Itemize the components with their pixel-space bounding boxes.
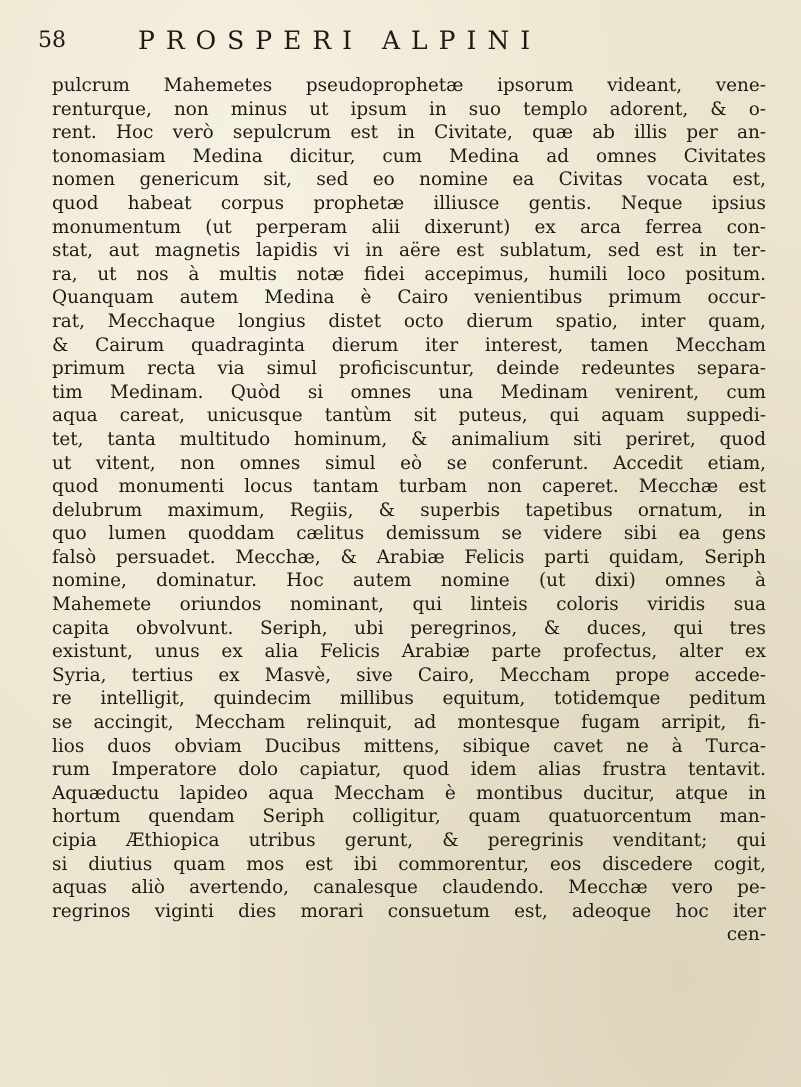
body-text bbox=[52, 74, 766, 947]
text-line: ra, ut nos à multis notæ fidei accepimus, humili loco positum. bbox=[52, 263, 766, 285]
text-line: & Cairum quadraginta dierum iter interest, tamen Meccham bbox=[52, 334, 766, 356]
text-line: falsò persuadet. Mecchæ, & Arabiæ Felicis parti quidam, Seriph bbox=[52, 546, 766, 568]
text-line: quod habeat corpus prophetæ illiusce gentis. Neque ipsius bbox=[52, 192, 766, 214]
text-line: ut vitent, non omnes simul eò se conferunt. Accedit etiam, bbox=[52, 452, 766, 474]
text-line: rum Imperatore dolo capiatur, quod idem alias frustra tentavit. bbox=[52, 759, 766, 781]
text-line: aqua careat, unicusque tantùm sit puteus, qui aquam suppedi- bbox=[52, 405, 766, 427]
text-line: re intelligit, quindecim millibus equitum, totidemque peditum bbox=[52, 688, 766, 710]
text-line: quo lumen quoddam cælitus demissum se videre sibi ea gens bbox=[52, 523, 766, 545]
text-line: Mahemete oriundos nominant, qui linteis coloris viridis sua bbox=[52, 594, 766, 616]
text-line: primum recta via simul proficiscuntur, deinde redeuntes separa- bbox=[52, 358, 766, 380]
text-line: pulcrum Mahemetes pseudoprophetæ ipsorum videant, vene- bbox=[52, 75, 766, 96]
page-number: 58 bbox=[38, 28, 66, 53]
text-line: renturque, non minus ut ipsum in suo templo adorent, & o- bbox=[52, 98, 766, 120]
text-line: tonomasiam Medina dicitur, cum Medina ad omnes Civitates bbox=[52, 145, 766, 167]
text-line: rent. Hoc verò sepulcrum est in Civitate, quæ ab illis per an- bbox=[52, 122, 766, 144]
text-line: Aquæductu lapideo aqua Meccham è montibus ducitur, atque in bbox=[52, 782, 766, 804]
text-line: delubrum maximum, Regiis, & superbis tapetibus ornatum, in bbox=[52, 499, 766, 521]
text-line: Quanquam autem Medina è Cairo venientibus primum occur- bbox=[52, 287, 766, 309]
text-line: capita obvolvunt. Seriph, ubi peregrinos, & duces, qui tres bbox=[52, 617, 766, 639]
text-line: regrinos viginti dies morari consuetum est, adeoque hoc iter bbox=[52, 900, 766, 922]
text-line: stat, aut magnetis lapidis vi in aëre est sublatum, sed est in ter- bbox=[52, 240, 766, 262]
text-line: quod monumenti locus tantam turbam non caperet. Mecchæ est bbox=[52, 476, 766, 498]
text-line: Syria, tertius ex Masvè, sive Cairo, Meccham prope accede- bbox=[52, 664, 766, 686]
running-title: PROSPERI ALPINI bbox=[138, 26, 542, 55]
text-line: nomine, dominatur. Hoc autem nomine (ut dixi) omnes à bbox=[52, 570, 766, 592]
text-line: nomen genericum sit, sed eo nomine ea Civitas vocata est, bbox=[52, 169, 766, 191]
page-header bbox=[38, 26, 758, 66]
text-line: aquas aliò avertendo, canalesque claudendo. Mecchæ vero pe- bbox=[52, 877, 766, 899]
text-line: hortum quendam Seriph colligitur, quam quatuorcentum man- bbox=[52, 806, 766, 828]
text-line: monumentum (ut perperam alii dixerunt) ex arca ferrea con- bbox=[52, 216, 766, 238]
text-line: cipia Æthiopica utribus gerunt, & peregrinis venditant; qui bbox=[52, 830, 766, 851]
text-line: si diutius quam mos est ibi commorentur, eos discedere cogit, bbox=[52, 853, 766, 875]
text-line: tim Medinam. Quòd si omnes una Medinam venirent, cum bbox=[52, 381, 766, 403]
text-line: tet, tanta multitudo hominum, & animalium siti periret, quod bbox=[52, 428, 766, 450]
text-line: rat, Mecchaque longius distet octo dierum spatio, inter quam, bbox=[52, 310, 766, 332]
text-line: existunt, unus ex alia Felicis Arabiæ parte profectus, alter ex bbox=[52, 641, 766, 663]
text-line: lios duos obviam Ducibus mittens, sibique cavet ne à Turca- bbox=[52, 735, 766, 757]
text-line: se accingit, Meccham relinquit, ad montesque fugam arripit, fi- bbox=[52, 712, 766, 734]
catchword: cen- bbox=[726, 924, 766, 946]
